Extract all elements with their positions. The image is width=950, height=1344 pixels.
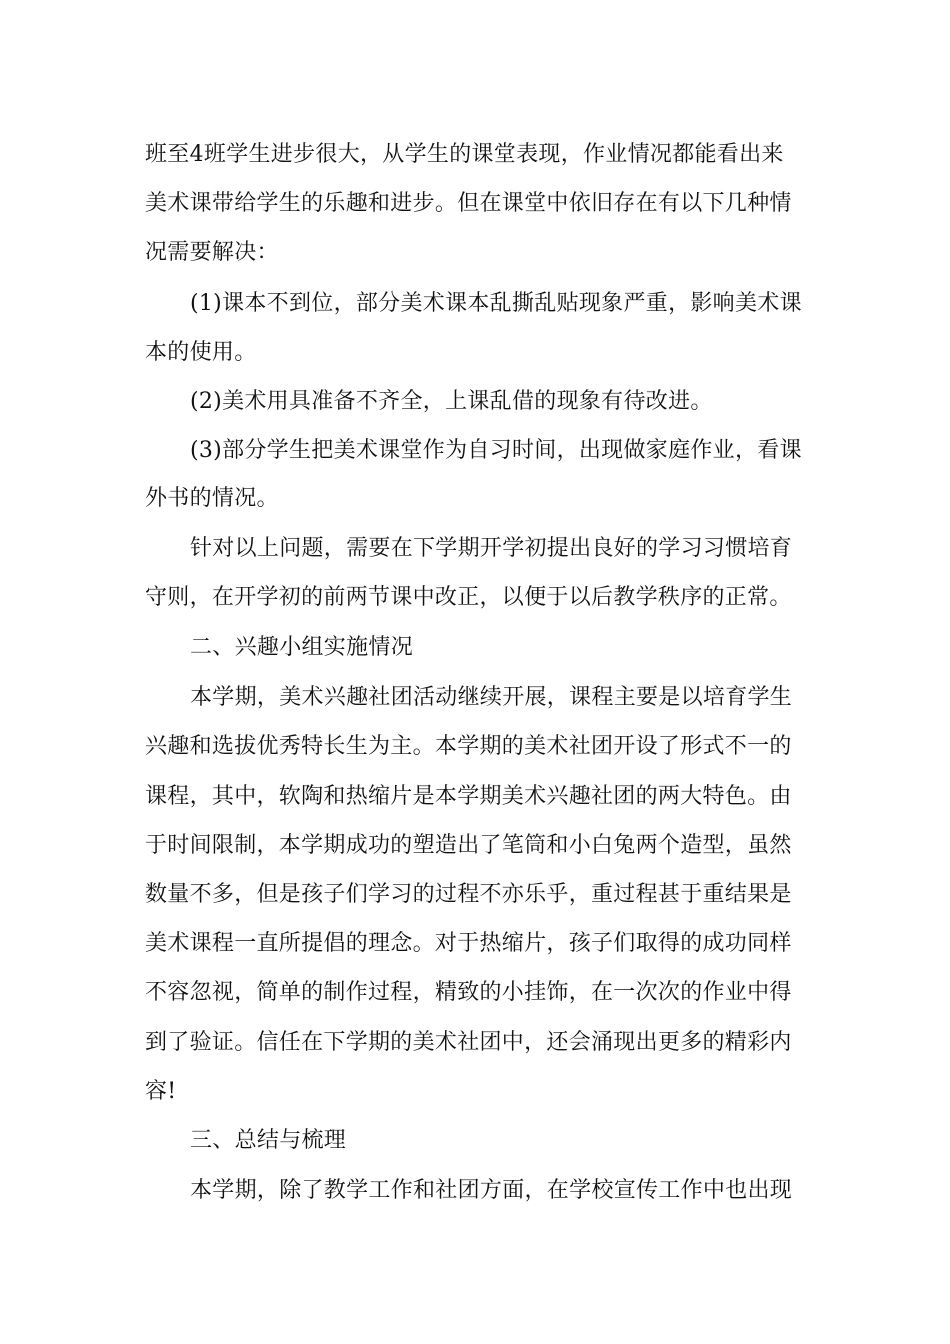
paragraph-club-line-7: 不容忽视，简单的制作过程，精致的小挂饰，在一次次的作业中得 — [145, 980, 792, 1005]
paragraph-club-line-5: 数量不多，但是孩子们学习的过程不亦乐乎，重过程甚于重结果是 — [145, 882, 792, 907]
paragraph-club-line-9: 容! — [145, 1079, 177, 1104]
paragraph-club-line-3: 课程，其中，软陶和热缩片是本学期美术兴趣社团的两大特色。由 — [145, 784, 792, 809]
list-item-1-line-1: (1)课本不到位，部分美术课本乱撕乱贴现象严重，影响美术课 — [190, 291, 802, 316]
paragraph-problems-line-1: 针对以上问题，需要在下学期开学初提出良好的学习习惯培育 — [190, 536, 793, 561]
paragraph-club-line-6: 美术课程一直所提倡的理念。对于热缩片，孩子们取得的成功同样 — [145, 931, 792, 956]
text-line-2: 美术课带给学生的乐趣和进步。但在课堂中依旧存在有以下几种情 — [145, 191, 792, 216]
section-heading-3: 三、总结与梳理 — [190, 1128, 347, 1153]
text-line-1: 班至4班学生进步很大，从学生的课堂表现，作业情况都能看出来 — [145, 142, 784, 167]
paragraph-club-line-4: 于时间限制，本学期成功的塑造出了笔筒和小白兔两个造型，虽然 — [145, 833, 792, 858]
list-item-2: (2)美术用具准备不齐全，上课乱借的现象有待改进。 — [190, 389, 713, 414]
list-item-3-line-2: 外书的情况。 — [145, 486, 279, 511]
paragraph-summary-line-1: 本学期，除了教学工作和社团方面，在学校宣传工作中也出现 — [190, 1178, 793, 1203]
paragraph-club-line-8: 到了验证。信任在下学期的美术社团中，还会涌现出更多的精彩内 — [145, 1030, 792, 1055]
list-item-1-line-2: 本的使用。 — [145, 340, 257, 365]
list-item-3-line-1: (3)部分学生把美术课堂作为自习时间，出现做家庭作业，看课 — [190, 438, 802, 463]
text-line-3: 况需要解决： — [145, 240, 279, 265]
paragraph-club-line-1: 本学期，美术兴趣社团活动继续开展，课程主要是以培育学生 — [190, 685, 793, 710]
paragraph-problems-line-2: 守则，在开学初的前两节课中改正，以便于以后教学秩序的正常。 — [145, 585, 792, 610]
section-heading-2: 二、兴趣小组实施情况 — [190, 635, 414, 660]
paragraph-club-line-2: 兴趣和选拔优秀特长生为主。本学期的美术社团开设了形式不一的 — [145, 734, 792, 759]
